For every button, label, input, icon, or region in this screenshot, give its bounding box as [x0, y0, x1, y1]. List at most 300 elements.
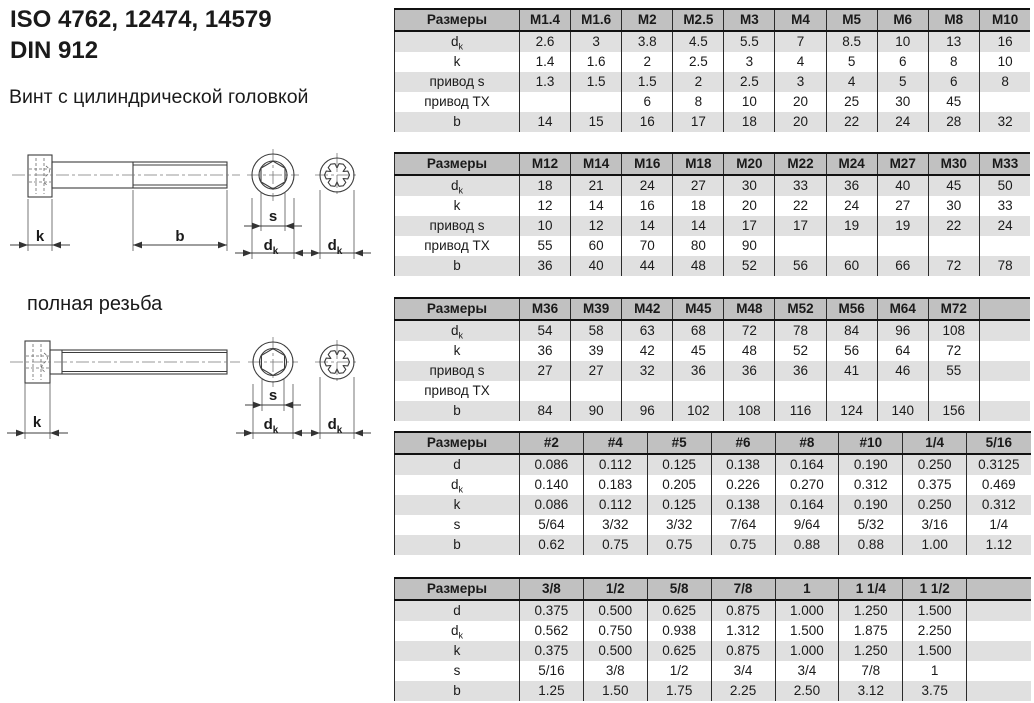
cell: 10 — [877, 31, 928, 52]
cell: 66 — [877, 256, 928, 276]
cell: 124 — [826, 401, 877, 421]
column-header: M20 — [724, 153, 775, 175]
socket-hidden-lines — [29, 158, 51, 194]
table-row — [395, 495, 1031, 515]
s-dimension-label: s — [268, 208, 278, 225]
table-row — [395, 535, 1031, 555]
row-label-header: Размеры — [395, 153, 520, 175]
cell: 19 — [826, 216, 877, 236]
table-row — [395, 361, 1031, 381]
cell: 2.6 — [520, 31, 571, 52]
column-header: 7/8 — [711, 578, 775, 600]
cell: 25 — [826, 92, 877, 112]
cell: 0.112 — [583, 495, 647, 515]
cell: 24 — [826, 196, 877, 216]
cell — [979, 320, 1030, 341]
cell: 15 — [571, 112, 622, 132]
row-label-header: Размеры — [395, 298, 520, 320]
cell: 3/4 — [711, 661, 775, 681]
column-header: M1.4 — [520, 9, 571, 31]
cell: 50 — [979, 175, 1030, 196]
cell — [877, 236, 928, 256]
cell — [520, 381, 571, 401]
cell: 0.270 — [775, 475, 839, 495]
cell: 102 — [673, 401, 724, 421]
cell: 0.164 — [775, 454, 839, 475]
cell: 84 — [520, 401, 571, 421]
cell: 18 — [520, 175, 571, 196]
row-label-header: Размеры — [395, 432, 520, 454]
cell — [775, 236, 826, 256]
row-label: b — [395, 681, 520, 701]
cell: 36 — [826, 175, 877, 196]
column-header: M2.5 — [673, 9, 724, 31]
cell: 45 — [928, 92, 979, 112]
cell: 40 — [571, 256, 622, 276]
cell: 4.5 — [673, 31, 724, 52]
cell: 0.625 — [647, 600, 711, 621]
cell: 1.5 — [622, 72, 673, 92]
row-label: s — [395, 661, 520, 681]
dimension-lines — [7, 405, 371, 433]
cell: 12 — [520, 196, 571, 216]
cell — [826, 236, 877, 256]
cell: 1.5 — [571, 72, 622, 92]
cell: 10 — [724, 92, 775, 112]
cell: 156 — [928, 401, 979, 421]
cell: 7/8 — [839, 661, 903, 681]
cell: 0.138 — [711, 454, 775, 475]
dk-dimension-label: $d_k$ — [327, 237, 343, 257]
cell: 8 — [673, 92, 724, 112]
cell: 1.00 — [903, 535, 967, 555]
header-row — [395, 153, 1031, 175]
cell: 108 — [724, 401, 775, 421]
row-label: s — [395, 515, 520, 535]
cell — [979, 381, 1030, 401]
cell: 0.226 — [711, 475, 775, 495]
cell: 0.75 — [583, 535, 647, 555]
cell — [979, 92, 1030, 112]
column-header: M45 — [673, 298, 724, 320]
centerlines — [12, 149, 359, 201]
cell: 0.375 — [520, 641, 584, 661]
cell: 30 — [928, 196, 979, 216]
cell: 3.12 — [839, 681, 903, 701]
column-header: #2 — [520, 432, 584, 454]
cell: 3/32 — [583, 515, 647, 535]
column-header: M5 — [826, 9, 877, 31]
b-dimension-label: b — [175, 228, 185, 245]
cell: 1/2 — [647, 661, 711, 681]
cell: 42 — [622, 341, 673, 361]
cell: 12 — [571, 216, 622, 236]
cell: 0.250 — [903, 454, 967, 475]
cell: 1.312 — [711, 621, 775, 641]
cell: 0.312 — [839, 475, 903, 495]
column-header: M72 — [928, 298, 979, 320]
din-title: DIN 912 — [10, 37, 99, 64]
cell: 46 — [877, 361, 928, 381]
column-header: M48 — [724, 298, 775, 320]
column-header: M12 — [520, 153, 571, 175]
cell: 17 — [673, 112, 724, 132]
cell: 54 — [520, 320, 571, 341]
cell: 36 — [520, 256, 571, 276]
cell: 14 — [622, 216, 673, 236]
cell: 3/32 — [647, 515, 711, 535]
row-label: b — [395, 256, 520, 276]
column-header: M22 — [775, 153, 826, 175]
cell: 60 — [826, 256, 877, 276]
table-row — [395, 475, 1031, 495]
table-row — [395, 52, 1031, 72]
cell: 20 — [775, 112, 826, 132]
column-header: M36 — [520, 298, 571, 320]
column-header: 5/16 — [967, 432, 1031, 454]
metric-m1-m10-table — [394, 8, 1030, 132]
column-header: M64 — [877, 298, 928, 320]
cell: 1/4 — [967, 515, 1031, 535]
cell: 1.6 — [571, 52, 622, 72]
dk-dimension-label: $d_k$ — [327, 416, 343, 436]
header-row — [395, 578, 1031, 600]
table-row — [395, 320, 1031, 341]
cell: 1.250 — [839, 600, 903, 621]
cell: 6 — [622, 92, 673, 112]
cell: 1 — [903, 661, 967, 681]
cell: 0.086 — [520, 454, 584, 475]
cell: 18 — [724, 112, 775, 132]
cell — [673, 381, 724, 401]
extension-lines — [28, 190, 354, 259]
cell: 19 — [877, 216, 928, 236]
column-header: #5 — [647, 432, 711, 454]
cell: 5 — [877, 72, 928, 92]
cell: 2.25 — [711, 681, 775, 701]
cell: 17 — [775, 216, 826, 236]
cell: 78 — [775, 320, 826, 341]
cell: 3 — [571, 31, 622, 52]
cell: 2 — [673, 72, 724, 92]
column-header: #8 — [775, 432, 839, 454]
cell: 14 — [571, 196, 622, 216]
cell — [724, 381, 775, 401]
screw-drawing-partial-thread — [0, 142, 392, 270]
dk-dimension-label: $d_k$ — [263, 237, 279, 257]
cell: 48 — [673, 256, 724, 276]
table-row — [395, 681, 1031, 701]
cell: 7 — [775, 31, 826, 52]
cell: 52 — [724, 256, 775, 276]
metric-m36-m72-table — [394, 297, 1030, 421]
cell — [967, 681, 1031, 701]
cell: 21 — [571, 175, 622, 196]
table-row — [395, 454, 1031, 475]
cell: 45 — [673, 341, 724, 361]
cell: 1.4 — [520, 52, 571, 72]
cell: 24 — [622, 175, 673, 196]
subtitle: Винт с цилиндрической головкой — [9, 86, 309, 108]
cell: 1.500 — [775, 621, 839, 641]
cell: 1.000 — [775, 641, 839, 661]
cell: 33 — [775, 175, 826, 196]
cell: 1.12 — [967, 535, 1031, 555]
cell: 24 — [979, 216, 1030, 236]
cell: 36 — [775, 361, 826, 381]
cell: 16 — [979, 31, 1030, 52]
cell: 45 — [928, 175, 979, 196]
table-row — [395, 515, 1031, 535]
cell: 16 — [622, 112, 673, 132]
cell: 52 — [775, 341, 826, 361]
cell: 20 — [724, 196, 775, 216]
table-row — [395, 401, 1031, 421]
row-label: b — [395, 112, 520, 132]
cell: 0.500 — [583, 641, 647, 661]
cell: 80 — [673, 236, 724, 256]
cell: 41 — [826, 361, 877, 381]
cell: 1.3 — [520, 72, 571, 92]
cell: 14 — [673, 216, 724, 236]
table-row — [395, 381, 1031, 401]
cell: 96 — [622, 401, 673, 421]
column-header: 3/8 — [520, 578, 584, 600]
cell: 0.125 — [647, 454, 711, 475]
column-header: 5/8 — [647, 578, 711, 600]
dimension-table-metric-m1-m10 — [394, 8, 1030, 132]
column-header: M3 — [724, 9, 775, 31]
column-header: #4 — [583, 432, 647, 454]
column-header: #10 — [839, 432, 903, 454]
cell: 0.562 — [520, 621, 584, 641]
row-label: $d_k$ — [395, 621, 520, 641]
cell: 8 — [928, 52, 979, 72]
table-row — [395, 92, 1031, 112]
table-row — [395, 600, 1031, 621]
cell: 72 — [724, 320, 775, 341]
cell: 0.875 — [711, 641, 775, 661]
cell: 108 — [928, 320, 979, 341]
column-header: M10 — [979, 9, 1030, 31]
cell: 0.62 — [520, 535, 584, 555]
header-row — [395, 432, 1031, 454]
cell: 20 — [775, 92, 826, 112]
table-row — [395, 72, 1031, 92]
column-header: M39 — [571, 298, 622, 320]
row-label: b — [395, 535, 520, 555]
cell — [967, 600, 1031, 621]
row-label: $d_k$ — [395, 31, 520, 52]
cell: 27 — [520, 361, 571, 381]
column-header: M27 — [877, 153, 928, 175]
cell: 3 — [775, 72, 826, 92]
cell: 39 — [571, 341, 622, 361]
cell — [877, 381, 928, 401]
table-row — [395, 236, 1031, 256]
cell: 1.50 — [583, 681, 647, 701]
column-header: M30 — [928, 153, 979, 175]
cell: 5/16 — [520, 661, 584, 681]
cell: 3/8 — [583, 661, 647, 681]
cell: 4 — [775, 52, 826, 72]
row-label: привод TX — [395, 236, 520, 256]
cell: 0.625 — [647, 641, 711, 661]
table-row — [395, 621, 1031, 641]
cell: 56 — [775, 256, 826, 276]
column-header: M8 — [928, 9, 979, 31]
column-header: M4 — [775, 9, 826, 31]
cell: 0.375 — [903, 475, 967, 495]
column-header: M56 — [826, 298, 877, 320]
cell — [826, 381, 877, 401]
table-row — [395, 31, 1031, 52]
cell: 64 — [877, 341, 928, 361]
cell: 2.50 — [775, 681, 839, 701]
cell: 0.3125 — [967, 454, 1031, 475]
table-row — [395, 256, 1031, 276]
header-row — [395, 298, 1031, 320]
cell: 6 — [877, 52, 928, 72]
full-thread-label: полная резьба — [27, 293, 163, 315]
cell: 36 — [724, 361, 775, 381]
cell — [571, 381, 622, 401]
cell: 3 — [724, 52, 775, 72]
screw-drawing-full-thread — [0, 332, 392, 454]
header-row — [395, 9, 1031, 31]
cell: 0.75 — [647, 535, 711, 555]
cell: 4 — [826, 72, 877, 92]
centerlines — [10, 337, 359, 387]
screw-side-view — [28, 155, 227, 197]
row-label: привод TX — [395, 381, 520, 401]
cell: 3.8 — [622, 31, 673, 52]
cell: 0.469 — [967, 475, 1031, 495]
row-label: d — [395, 454, 520, 475]
cell: 0.112 — [583, 454, 647, 475]
k-dimension-label: k — [35, 228, 45, 245]
cell: 8.5 — [826, 31, 877, 52]
cell: 0.88 — [839, 535, 903, 555]
dk-dimension-label: $d_k$ — [263, 416, 279, 436]
cell: 3/16 — [903, 515, 967, 535]
cell: 0.125 — [647, 495, 711, 515]
column-header: M14 — [571, 153, 622, 175]
cell: 70 — [622, 236, 673, 256]
cell — [967, 621, 1031, 641]
cell: 0.190 — [839, 454, 903, 475]
cell: 2.5 — [673, 52, 724, 72]
row-label: привод TX — [395, 92, 520, 112]
column-header: M16 — [622, 153, 673, 175]
column-header: M6 — [877, 9, 928, 31]
cell: 116 — [775, 401, 826, 421]
cell: 1.875 — [839, 621, 903, 641]
cell: 9/64 — [775, 515, 839, 535]
row-label: k — [395, 495, 520, 515]
cell: 0.190 — [839, 495, 903, 515]
cell: 0.164 — [775, 495, 839, 515]
row-label: d — [395, 600, 520, 621]
cell — [571, 92, 622, 112]
tables-panel — [394, 0, 1034, 703]
cell: 72 — [928, 341, 979, 361]
cell: 63 — [622, 320, 673, 341]
cell: 2.5 — [724, 72, 775, 92]
column-header: #6 — [711, 432, 775, 454]
table-row — [395, 175, 1031, 196]
cell: 16 — [622, 196, 673, 216]
row-label: k — [395, 641, 520, 661]
cell: 0.138 — [711, 495, 775, 515]
column-header: M33 — [979, 153, 1030, 175]
title-block — [10, 4, 272, 66]
cell: 90 — [724, 236, 775, 256]
cell: 27 — [673, 175, 724, 196]
cell: 6 — [928, 72, 979, 92]
cell — [979, 236, 1030, 256]
cell: 27 — [877, 196, 928, 216]
cell: 1.250 — [839, 641, 903, 661]
cell: 1.500 — [903, 641, 967, 661]
cell: 5 — [826, 52, 877, 72]
cell: 32 — [979, 112, 1030, 132]
cell: 55 — [520, 236, 571, 256]
cell: 0.75 — [711, 535, 775, 555]
cell: 3/4 — [775, 661, 839, 681]
page-title: ISO 4762, 12474, 14579 — [10, 6, 272, 33]
column-header: M42 — [622, 298, 673, 320]
cell: 96 — [877, 320, 928, 341]
table-row — [395, 216, 1031, 236]
cell: 72 — [928, 256, 979, 276]
cell: 84 — [826, 320, 877, 341]
cell: 2.250 — [903, 621, 967, 641]
table-row — [395, 661, 1031, 681]
cell: 0.375 — [520, 600, 584, 621]
row-label: k — [395, 341, 520, 361]
cell: 68 — [673, 320, 724, 341]
cell — [520, 92, 571, 112]
column-header: M52 — [775, 298, 826, 320]
cell: 78 — [979, 256, 1030, 276]
metric-m12-m33-table — [394, 152, 1030, 276]
cell: 33 — [979, 196, 1030, 216]
cell: 0.205 — [647, 475, 711, 495]
row-label-header: Размеры — [395, 578, 520, 600]
column-header: M18 — [673, 153, 724, 175]
cell: 30 — [877, 92, 928, 112]
cell — [928, 381, 979, 401]
dimension-table-imperial-number — [394, 431, 1030, 555]
cell — [979, 341, 1030, 361]
table-row — [395, 641, 1031, 661]
cell: 40 — [877, 175, 928, 196]
imperial-number-sizes-table — [394, 431, 1031, 555]
cell: 0.086 — [520, 495, 584, 515]
cell: 14 — [520, 112, 571, 132]
row-label: $d_k$ — [395, 475, 520, 495]
row-label: k — [395, 52, 520, 72]
cell: 1.500 — [903, 600, 967, 621]
row-label: b — [395, 401, 520, 421]
dimension-table-imperial-fraction — [394, 577, 1030, 701]
row-label-header: Размеры — [395, 9, 520, 31]
cell: 27 — [571, 361, 622, 381]
cell: 10 — [979, 52, 1030, 72]
cell: 5/32 — [839, 515, 903, 535]
cell: 58 — [571, 320, 622, 341]
